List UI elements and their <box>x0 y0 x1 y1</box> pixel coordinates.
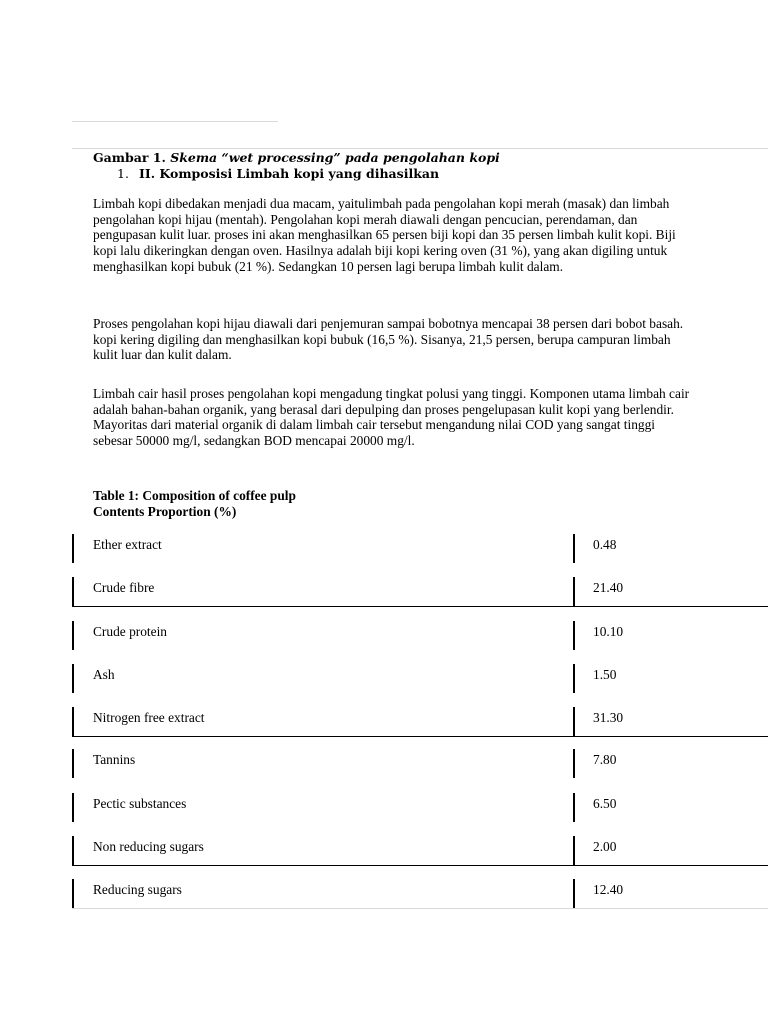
table-bottom-border <box>72 908 768 909</box>
paragraph-liquid-waste: Limbah cair hasil proses pengolahan kopi mengadung tingkat polusi yang tinggi. Komponen utama limbah cair adalah bahan-bahan organik, yang berasal dari depulping dan proses pengelupasan kulit kopi yang berlendir. Mayoritas dari material organik di dalam limbah cair tersebut mengandung nilai COD yang sangat tinggi sebesar 50000 mg/l, sedangkan BOD mencapai 20000 mg/l. <box>93 386 690 449</box>
row-column-divider <box>573 577 575 606</box>
row-divider <box>72 736 768 737</box>
row-column-divider <box>573 879 575 908</box>
table-row <box>72 664 768 707</box>
row-column-divider <box>573 836 575 865</box>
table-row <box>72 621 768 664</box>
row-value: 6.50 <box>593 796 617 811</box>
row-column-divider <box>573 534 575 563</box>
row-column-divider <box>573 749 575 778</box>
row-value: 12.40 <box>593 882 624 897</box>
table-row <box>72 836 768 879</box>
row-name: Ether extract <box>93 537 162 552</box>
row-left-border <box>72 749 74 778</box>
row-column-divider <box>573 664 575 693</box>
row-name: Non reducing sugars <box>93 839 204 854</box>
row-column-divider <box>573 707 575 736</box>
section-heading <box>117 166 693 182</box>
row-name: Crude fibre <box>93 580 155 595</box>
row-name: Pectic substances <box>93 796 187 811</box>
table-title: Table 1: Composition of coffee pulp <box>93 488 296 503</box>
row-value: 0.48 <box>593 537 617 552</box>
row-left-border <box>72 793 74 822</box>
row-value: 7.80 <box>593 752 617 767</box>
row-name: Ash <box>93 667 115 682</box>
figure-caption-text: Skema “wet processing” pada pengolahan kopi <box>170 150 500 165</box>
figure-caption-prefix: Gambar 1. <box>93 150 171 165</box>
top-divider-short <box>72 121 278 122</box>
paragraph-red-coffee: Limbah kopi dibedakan menjadi dua macam, yaitulimbah pada pengolahan kopi merah (masak) dan limbah pengolahan kopi hijau (mentah). Pengolahan kopi merah diawali dengan pencucian, perendaman, dan pengupasan kulit luar. proses ini akan menghasilkan 65 persen biji kopi dan 35 persen limbah kulit kopi. Biji kopi lalu dikeringkan dengan oven. Hasilnya adalah biji kopi kering oven (31 %), yang akan digiling untuk menghasilkan kopi bubuk (21 %). Sedangkan 10 persen lagi berupa limbah kulit dalam. <box>93 196 676 274</box>
row-divider <box>72 606 768 607</box>
row-value: 21.40 <box>593 580 624 595</box>
section-heading-text: II. Komposisi Limbah kopi yang dihasilkan <box>139 166 440 181</box>
row-name: Reducing sugars <box>93 882 182 897</box>
row-left-border <box>72 621 74 650</box>
row-divider <box>72 865 768 866</box>
row-left-border <box>72 664 74 693</box>
row-value: 2.00 <box>593 839 617 854</box>
section-heading-number: 1. <box>117 166 129 181</box>
row-name: Nitrogen free extract <box>93 710 205 725</box>
table-row <box>72 749 768 792</box>
figure-caption <box>93 150 693 166</box>
table-row <box>72 707 768 750</box>
document-header <box>93 150 693 182</box>
row-left-border <box>72 534 74 563</box>
row-value: 1.50 <box>593 667 617 682</box>
table-row <box>72 577 768 620</box>
row-left-border <box>72 707 74 736</box>
table-row <box>72 534 768 577</box>
row-name: Crude protein <box>93 624 168 639</box>
top-divider-long <box>72 148 768 149</box>
table-columns-label: Contents Proportion (%) <box>93 504 237 519</box>
row-left-border <box>72 879 74 908</box>
row-name: Tannins <box>93 752 136 767</box>
row-value: 31.30 <box>593 710 624 725</box>
row-value: 10.10 <box>593 624 624 639</box>
row-column-divider <box>573 793 575 822</box>
row-left-border <box>72 577 74 606</box>
row-left-border <box>72 836 74 865</box>
table-row <box>72 879 768 922</box>
paragraph-green-coffee: Proses pengolahan kopi hijau diawali dari penjemuran sampai bobotnya mencapai 38 persen dari bobot basah. kopi kering digiling dan menghasilkan kopi bubuk (16,5 %). Sisanya, 21,5 persen, berupa campuran limbah kulit luar dan kulit dalam. <box>93 316 684 363</box>
row-column-divider <box>573 621 575 650</box>
table-row <box>72 793 768 836</box>
